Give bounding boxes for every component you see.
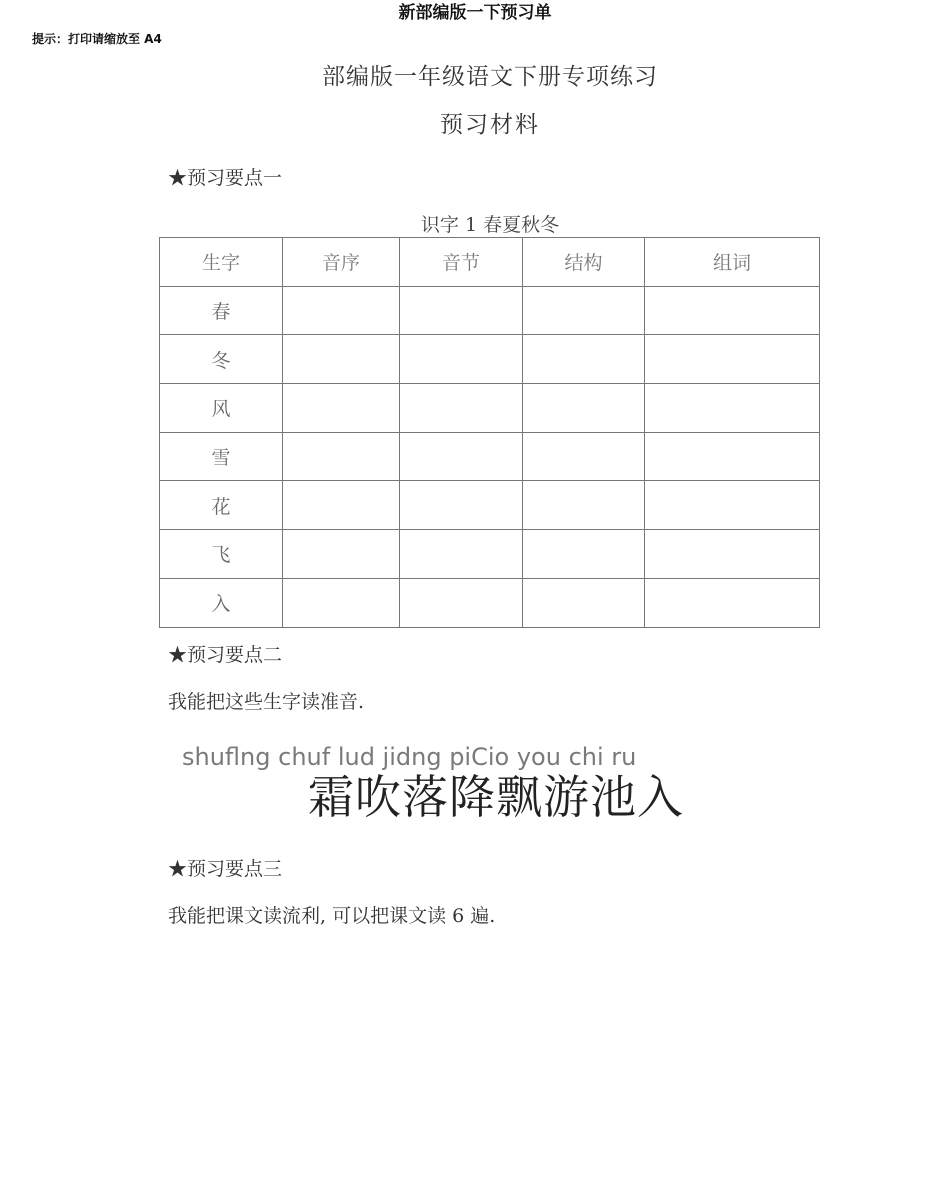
column-header-syllable: 音节 — [400, 238, 523, 287]
structure-cell[interactable] — [523, 530, 645, 579]
word-formation-cell[interactable] — [645, 530, 820, 579]
column-header-word-formation: 组词 — [645, 238, 820, 287]
table-row — [160, 286, 820, 335]
structure-cell[interactable] — [523, 481, 645, 530]
table-row — [160, 481, 820, 530]
table-caption: 识字 1 春夏秋冬 — [420, 214, 560, 236]
section-3-heading: ★预习要点三 — [168, 858, 283, 880]
table-row — [160, 335, 820, 384]
section-1-heading: ★预习要点一 — [168, 167, 283, 189]
character-cell: 风 — [160, 384, 283, 433]
syllable-cell[interactable] — [400, 335, 523, 384]
structure-cell[interactable] — [523, 286, 645, 335]
structure-cell[interactable] — [523, 335, 645, 384]
character-cell: 花 — [160, 481, 283, 530]
initial-letter-cell[interactable] — [283, 530, 400, 579]
character-cell: 入 — [160, 578, 283, 627]
word-formation-cell[interactable] — [645, 286, 820, 335]
pinyin-line: shuflng chuf lud jidng piCio you chi ru — [182, 743, 637, 771]
section-2-instruction: 我能把这些生字读准音. — [168, 691, 365, 713]
section-2-heading: ★预习要点二 — [168, 644, 283, 666]
table-row — [160, 578, 820, 627]
syllable-cell[interactable] — [400, 384, 523, 433]
table-row — [160, 384, 820, 433]
initial-letter-cell[interactable] — [283, 335, 400, 384]
sub-title: 预习材料 — [440, 112, 540, 138]
structure-cell[interactable] — [523, 578, 645, 627]
syllable-cell[interactable] — [400, 481, 523, 530]
word-formation-cell[interactable] — [645, 335, 820, 384]
table-row — [160, 432, 820, 481]
character-cell: 飞 — [160, 530, 283, 579]
column-header-structure: 结构 — [523, 238, 645, 287]
character-cell: 冬 — [160, 335, 283, 384]
character-cell: 春 — [160, 286, 283, 335]
print-hint: 提示：打印请缩放至 A4 — [32, 32, 162, 46]
character-study-table — [159, 237, 820, 628]
word-formation-cell[interactable] — [645, 578, 820, 627]
structure-cell[interactable] — [523, 432, 645, 481]
syllable-cell[interactable] — [400, 578, 523, 627]
word-formation-cell[interactable] — [645, 432, 820, 481]
section-3-instruction: 我能把课文读流利, 可以把课文读 6 遍. — [168, 905, 496, 927]
column-header-character: 生字 — [160, 238, 283, 287]
initial-letter-cell[interactable] — [283, 286, 400, 335]
initial-letter-cell[interactable] — [283, 578, 400, 627]
structure-cell[interactable] — [523, 384, 645, 433]
word-formation-cell[interactable] — [645, 384, 820, 433]
syllable-cell[interactable] — [400, 530, 523, 579]
word-formation-cell[interactable] — [645, 481, 820, 530]
document-header-title: 新部编版一下预习单 — [398, 3, 552, 23]
syllable-cell[interactable] — [400, 432, 523, 481]
initial-letter-cell[interactable] — [283, 481, 400, 530]
table-header-row — [160, 238, 820, 287]
main-title: 部编版一年级语文下册专项练习 — [322, 64, 658, 90]
character-cell: 雪 — [160, 432, 283, 481]
column-header-initial-letter: 音序 — [283, 238, 400, 287]
new-characters-line: 霜吹落降飘游池入 — [308, 770, 684, 824]
initial-letter-cell[interactable] — [283, 384, 400, 433]
table-row — [160, 530, 820, 579]
initial-letter-cell[interactable] — [283, 432, 400, 481]
syllable-cell[interactable] — [400, 286, 523, 335]
